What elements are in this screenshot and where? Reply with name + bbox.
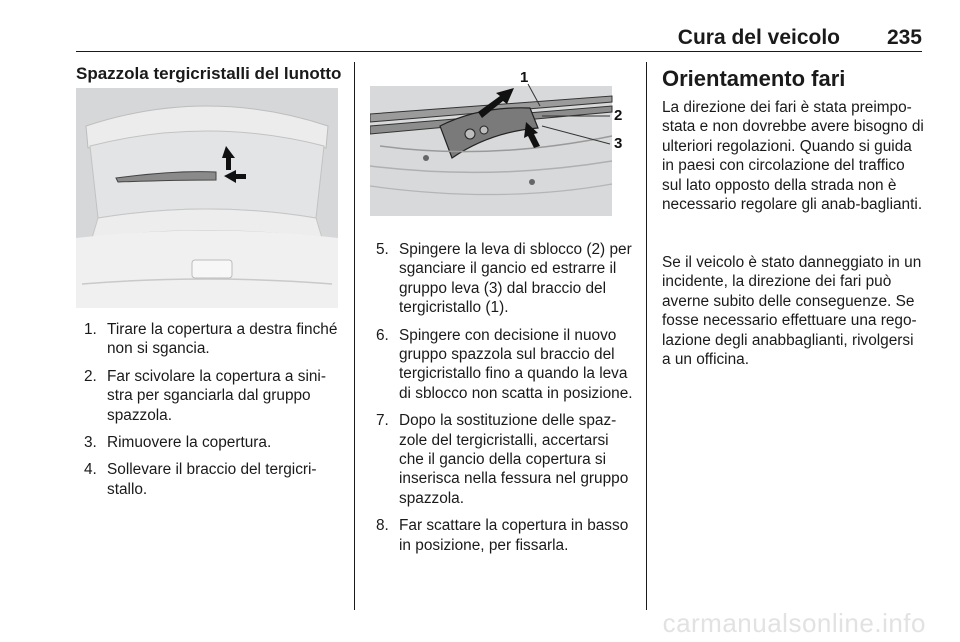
list-item [84, 320, 346, 359]
tailgate-drawing [76, 88, 338, 308]
page-header [76, 26, 922, 52]
step-text: Far scivolare la copertura a sini-stra per sganciarla dal gruppo spazzola. [107, 367, 326, 424]
list-item [376, 240, 636, 318]
step-number: 5. [376, 241, 389, 258]
list-item [376, 326, 636, 404]
list-item [376, 516, 636, 555]
wiper-arm-drawing [370, 66, 632, 216]
step-number: 2. [84, 367, 97, 385]
step-text: Dopo la sostituzione delle spaz-zole del tergicristalli, accertarsi che il gancio della copertura si inserisca nella fessura nel gruppo spazzola. [399, 412, 629, 507]
header-title: Cura del veicolo [677, 26, 840, 49]
list-item [376, 411, 636, 508]
step-number: 8. [376, 517, 389, 535]
column-divider-left [354, 62, 355, 610]
paragraph-2: Se il veicolo è stato danneggiato in un incidente, la direzione dei fari può averne subito delle conseguenze. Se fosse necessario effettuare una rego-lazione degli anabbaglianti, rivolgersi a un officina. [662, 254, 922, 369]
list-item [84, 433, 346, 452]
header-divider [76, 51, 922, 52]
callout-3: 3 [614, 135, 623, 152]
section-title-rear-wiper: Spazzola tergicristalli del lunotto [76, 64, 342, 83]
step-number: 6. [376, 326, 389, 344]
steps-list-middle [376, 240, 636, 563]
step-number: 4. [84, 461, 97, 479]
paragraph-1: La direzione dei fari è stata preimpo-stata e non dovrebbe avere bisogno di ulteriori regolazioni. Quando si guida in paesi con circolazione del traffico sul lato opposto della strada non è necessario regolare gli anab-baglianti. [662, 99, 924, 214]
step-text: Spingere la leva di sblocco (2) per sganciare il gancio ed estrarre il gruppo leva (3) dal braccio del tergicristallo (1). [399, 241, 632, 317]
watermark: carmanualsonline.info [662, 608, 926, 638]
step-text: Far scattare la copertura in basso in posizione, per fissarla. [399, 517, 629, 554]
steps-list-left [84, 320, 346, 507]
step-number: 1. [84, 321, 97, 338]
page-number: 235 [886, 26, 922, 49]
step-text: Spingere con decisione il nuovo gruppo spazzola sul braccio del tergicristallo fino a quando la leva di sblocco non scatta in posizione. [399, 326, 633, 402]
callout-2: 2 [614, 107, 623, 124]
section-title-headlight-aiming: Orientamento fari [662, 66, 846, 91]
rear-window-illustration [76, 88, 338, 308]
wiper-lever-illustration [370, 66, 632, 216]
callout-1: 1 [520, 69, 529, 86]
step-text: Tirare la copertura a destra finché non si sgancia. [107, 321, 338, 358]
list-item [84, 367, 346, 425]
step-text: Rimuovere la copertura. [107, 434, 272, 452]
step-number: 3. [84, 434, 97, 452]
step-text: Sollevare il braccio del tergicri-stallo. [107, 461, 317, 498]
step-number: 7. [376, 412, 389, 430]
list-item [84, 460, 346, 499]
column-divider-right [646, 62, 647, 610]
